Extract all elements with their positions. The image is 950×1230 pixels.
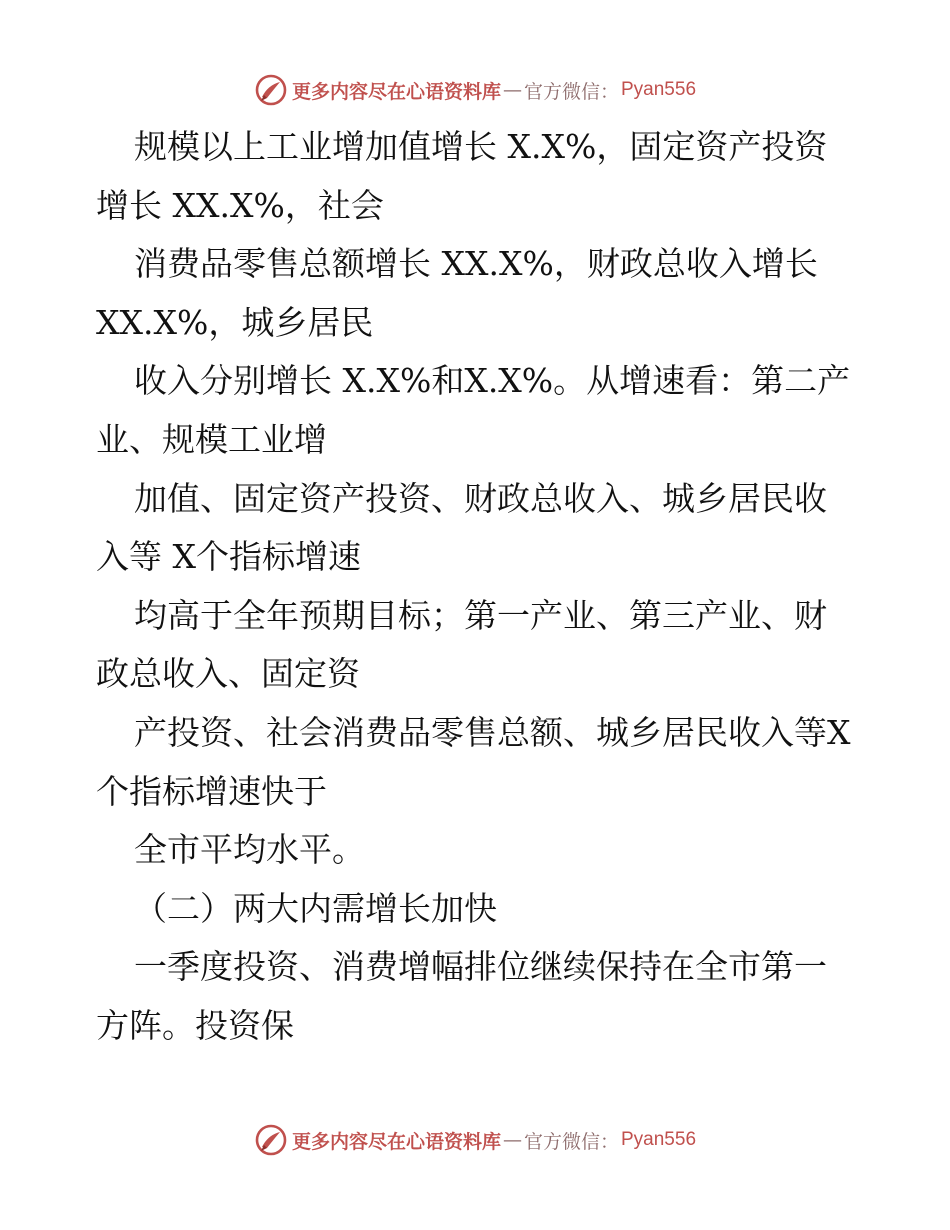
paragraph-3: 收入分别增长 X.X%和X.X%。从增速看：第二产业、规模工业增 bbox=[96, 361, 851, 459]
paragraph-4: 加值、固定资产投资、财政总收入、城乡居民收入等 X个指标增速 bbox=[96, 478, 827, 577]
paragraph-6: 产投资、社会消费品零售总额、城乡居民收入等X个指标增速快于 bbox=[96, 712, 851, 811]
paragraph-5: 均高于全年预期目标；第一产业、第三产业、财政总收入、固定资 bbox=[96, 595, 827, 694]
header-brand-text: 更多内容尽在心语资料库 bbox=[291, 80, 501, 103]
section-heading: （二）两大内需增长加快 bbox=[134, 888, 497, 928]
footer-official-label: 官方微信： bbox=[523, 1130, 619, 1153]
header-official-label: 官方微信： bbox=[523, 80, 619, 103]
header-separator: — bbox=[502, 79, 522, 101]
footer-brand-text: 更多内容尽在心语资料库 bbox=[291, 1130, 501, 1153]
pen-logo-icon bbox=[254, 1123, 288, 1157]
pen-logo-icon bbox=[254, 73, 288, 107]
footer-watermark-banner bbox=[0, 1120, 950, 1160]
document-body bbox=[96, 118, 856, 1056]
paragraph-8: 一季度投资、消费增幅排位继续保持在全市第一方阵。投资保 bbox=[96, 947, 827, 1045]
paragraph-2: 消费品零售总额增长 XX.X%，财政总收入增长 XX.X%，城乡居民 bbox=[96, 244, 829, 342]
header-watermark-banner bbox=[0, 70, 950, 110]
footer-separator: — bbox=[502, 1129, 522, 1151]
paragraph-1: 规模以上工业增加值增长 X.X%，固定资产投资增长 XX.X%，社会 bbox=[96, 127, 828, 225]
paragraph-7: 全市平均水平。 bbox=[134, 830, 365, 870]
header-wechat-id: Pyan556 bbox=[621, 79, 697, 100]
footer-wechat-id: Pyan556 bbox=[621, 1129, 697, 1150]
